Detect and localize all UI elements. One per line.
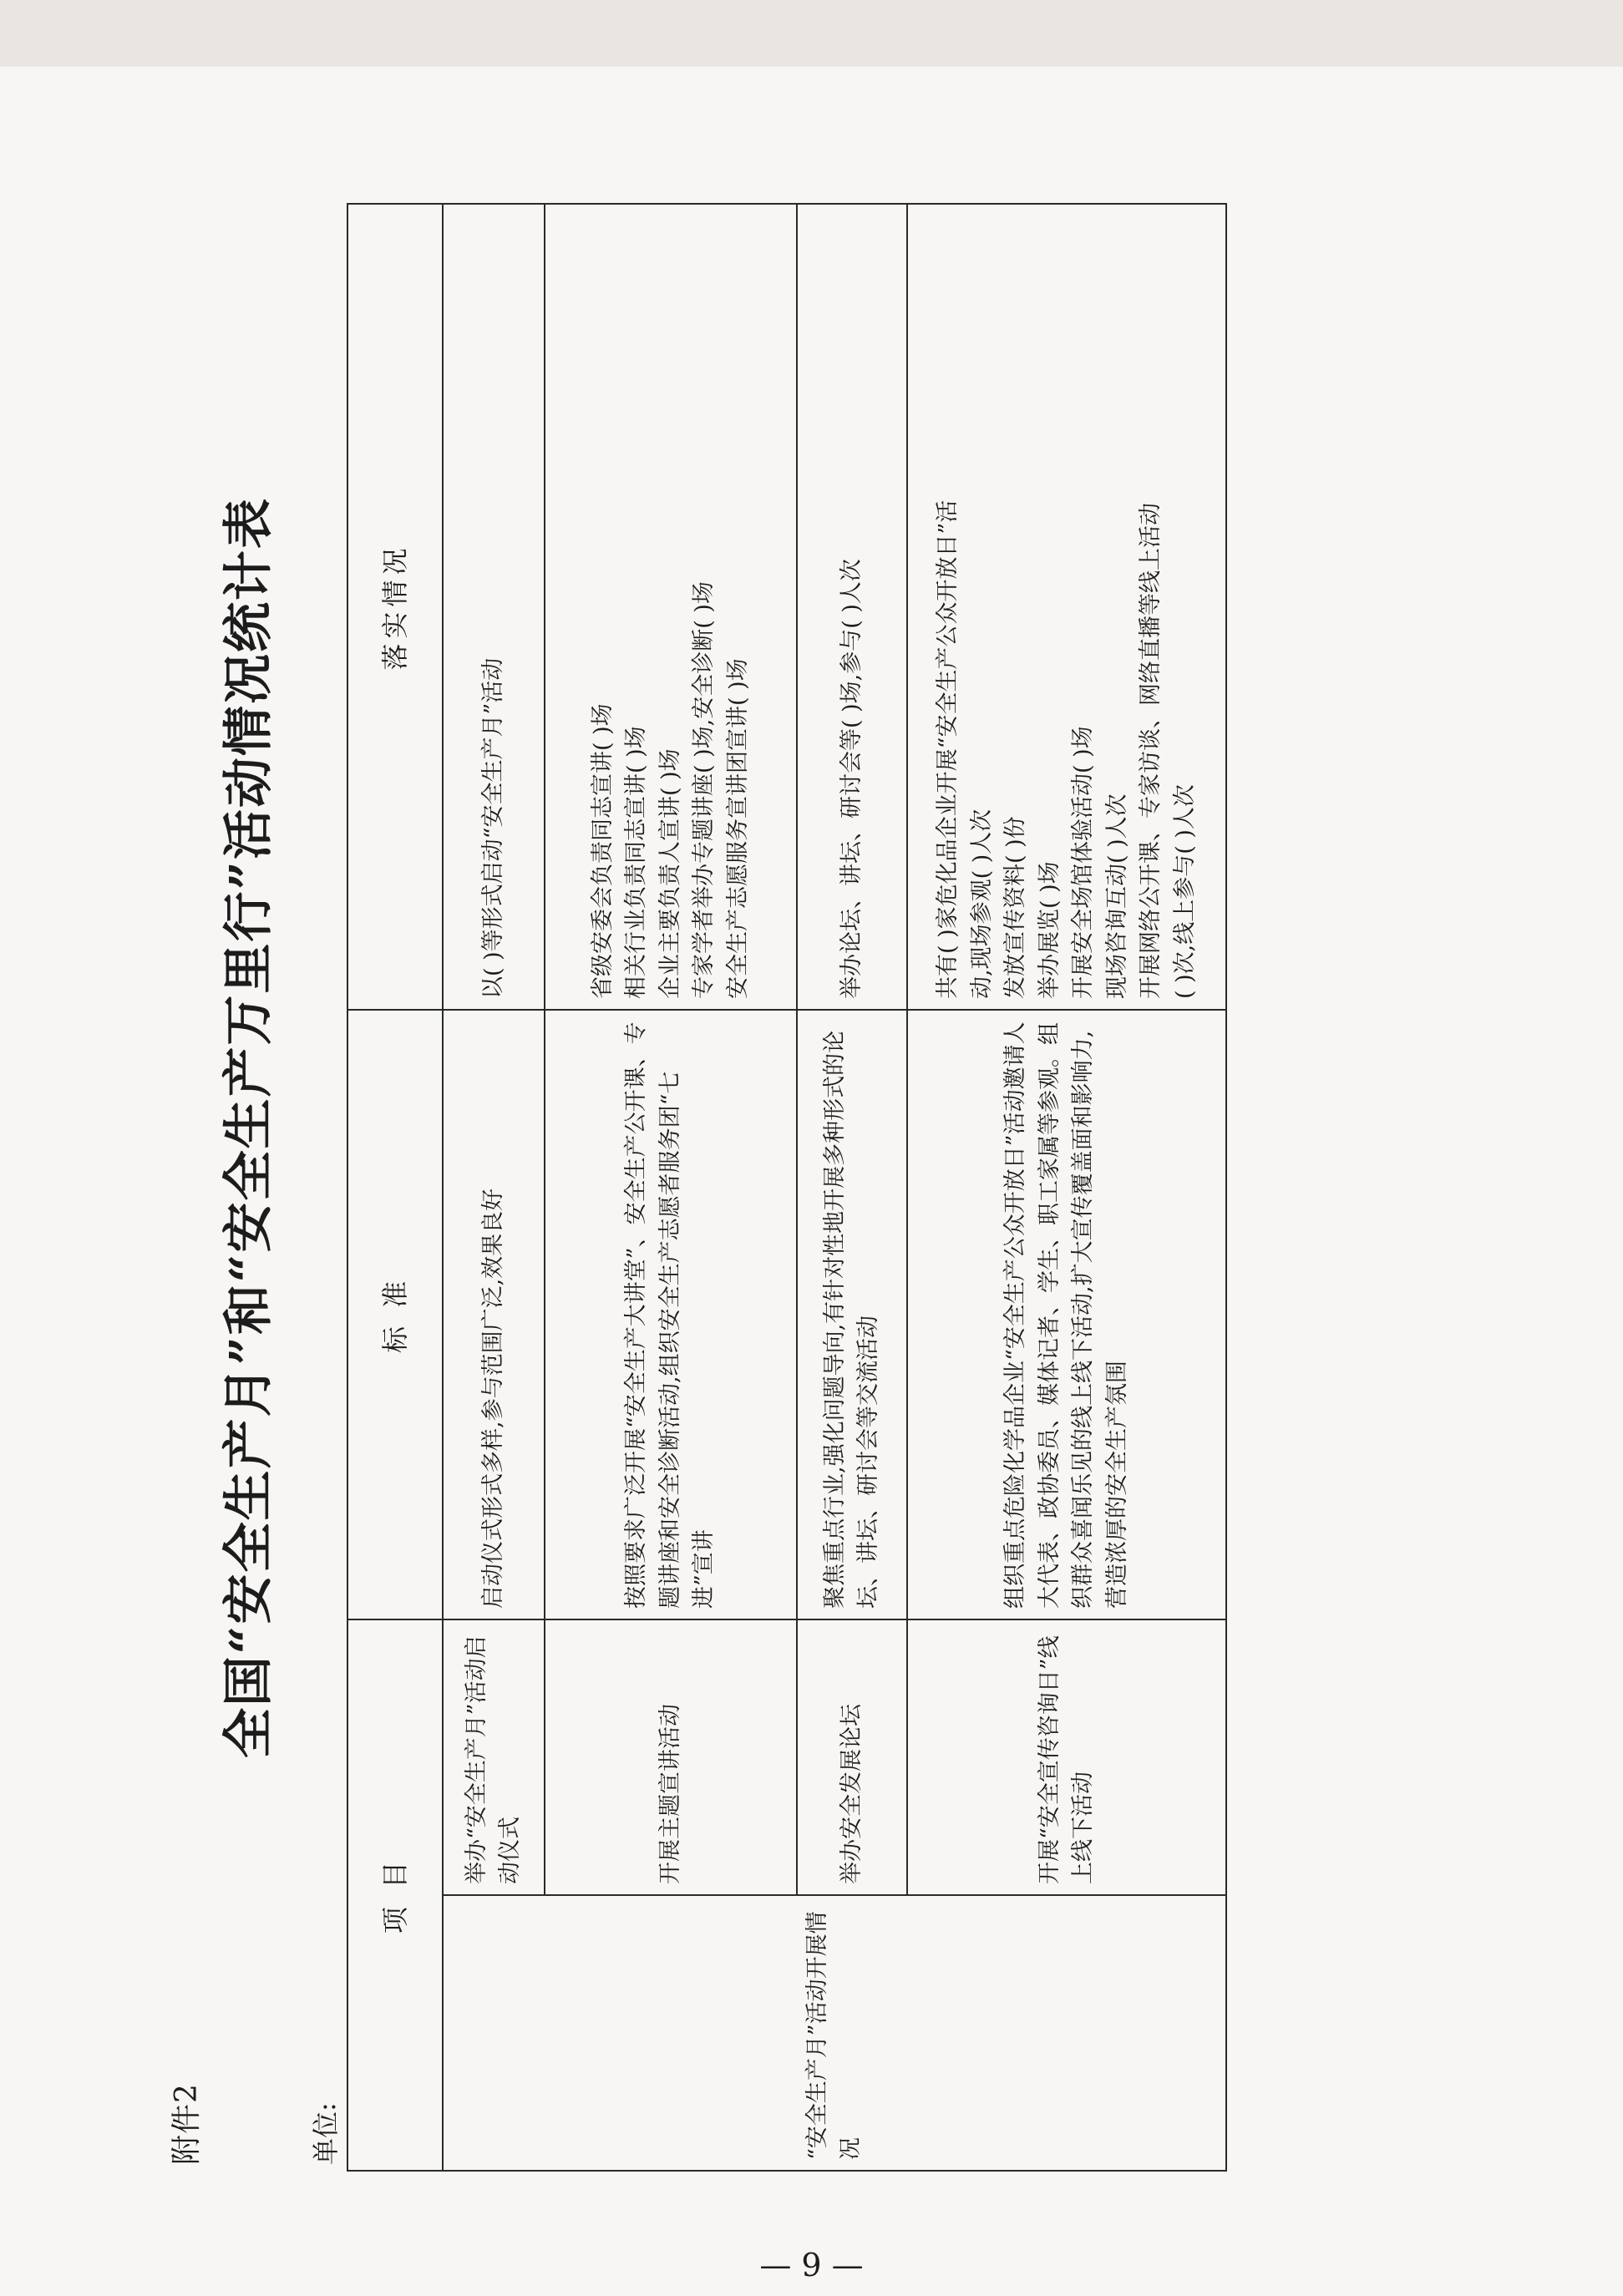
implementation-line: 企业主要负责人宣讲( )场 [657, 748, 683, 999]
header-item: 项 目 [347, 1619, 443, 2171]
implementation-line: 开展安全场馆体验活动( )场 [1070, 726, 1096, 999]
unit-label: 单位: [310, 2102, 342, 2165]
implementation-line: 发放宣传资料( )份 [1002, 816, 1028, 999]
table-row [545, 204, 797, 2171]
page-number: — 9 — [759, 2247, 864, 2283]
table-row [907, 204, 1226, 2171]
implementation-line: 相关行业负责同志宣讲( )场 [623, 726, 650, 999]
standard-cell: 聚焦重点行业,强化问题导向,有针对性地开展多种形式的论坛、讲坛、研讨会等交流活动 [797, 1010, 907, 1619]
standard-cell: 启动仪式形式多样,参与范围广泛,效果良好 [443, 1010, 545, 1619]
implementation-line: 动,现场参观( )人次 [968, 808, 995, 999]
attachment-label: 附件2 [170, 2083, 204, 2165]
item-cell: 举办“安全生产月”活动启动仪式 [443, 1619, 545, 1895]
standard-cell: 按照要求广泛开展“安全生产大讲堂”、安全生产公开课、专题讲座和安全诊断活动,组织安全生产志愿者服务团“七进”宣讲 [545, 1010, 797, 1619]
item-cell: 开展“安全宣传咨询日”线上线下活动 [907, 1619, 1226, 1895]
implementation-line: 举办论坛、讲坛、研讨会等( )场,参与( )人次 [838, 559, 865, 999]
implementation-line: 以( )等形式启动“安全生产月”活动 [479, 657, 506, 999]
implementation-line: 专家学者举办专题讲座( )场,安全诊断( )场 [691, 581, 718, 999]
standard-cell: 组织重点危险化学品企业“安全生产公众开放日”活动邀请人大代表、政协委员、媒体记者、学生、职工家属等参观。组织群众喜闻乐见的线上线下活动,扩大宣传覆盖面和影响力,营造浓厚的安全生产氛围 [907, 1010, 1226, 1619]
header-standard: 标 准 [347, 1010, 443, 1619]
implementation-cell [907, 204, 1226, 1010]
header-implementation: 落实情况 [347, 204, 443, 1010]
statistics-table [347, 203, 1227, 2172]
item-cell: 举办安全发展论坛 [797, 1619, 907, 1895]
table-header-row [347, 204, 443, 2171]
implementation-line: 省级安委会负责同志宣讲( )场 [589, 703, 616, 999]
implementation-line: ( )次,线上参与( )人次 [1171, 784, 1198, 999]
page-title: 全国“安全生产月”和“安全生产万里行”活动情况统计表 [220, 496, 278, 1759]
implementation-line: 现场咨询互动( )人次 [1103, 793, 1130, 999]
rotated-page-content [0, 75, 1623, 2272]
implementation-line: 共有( )家危化品企业开展“安全生产公众开放日”活 [935, 499, 961, 999]
item-cell: 开展主题宣讲活动 [545, 1619, 797, 1895]
table-row [797, 204, 907, 2171]
table-row [443, 204, 545, 2171]
implementation-line: 安全生产志愿服务宣讲团宣讲( )场 [724, 658, 751, 999]
implementation-line: 举办展览( )场 [1036, 861, 1063, 999]
implementation-cell [545, 204, 797, 1010]
implementation-cell [797, 204, 907, 1010]
category-cell: “安全生产月”活动开展情况 [443, 1895, 1226, 2171]
implementation-cell [443, 204, 545, 1010]
implementation-line: 开展网络公开课、专家访谈、网络直播等线上活动 [1138, 503, 1164, 999]
